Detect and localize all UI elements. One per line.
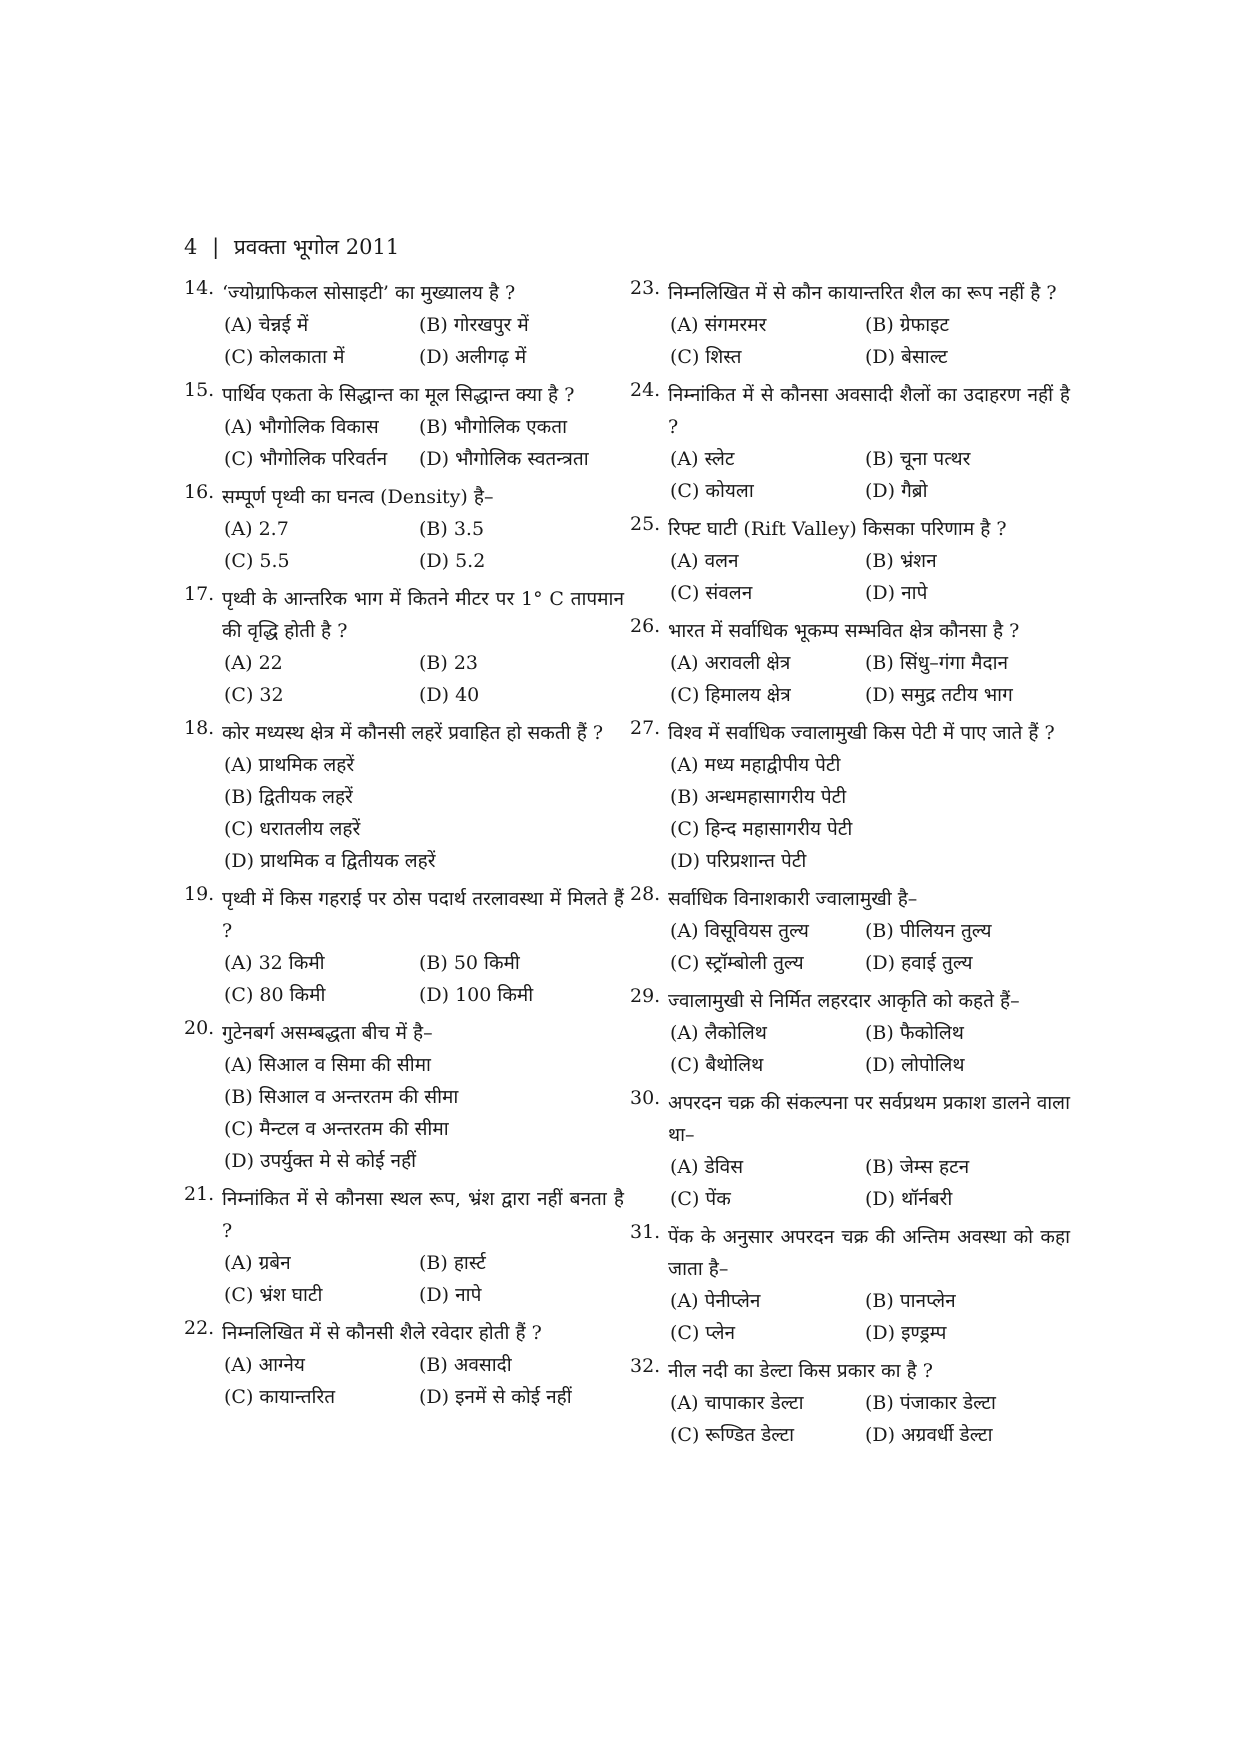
question-line bbox=[184, 583, 624, 647]
answer-option: (C) पेंक bbox=[670, 1188, 731, 1210]
options-block bbox=[184, 411, 624, 475]
question-line bbox=[184, 717, 624, 749]
answer-option: (B) पानप्लेन bbox=[865, 1290, 956, 1312]
question-line bbox=[184, 883, 624, 947]
question-line bbox=[184, 1017, 624, 1049]
answer-option: (B) अवसादी bbox=[419, 1354, 512, 1376]
options-row bbox=[670, 1387, 1070, 1419]
answer-option: (C) 5.5 bbox=[224, 550, 290, 572]
answer-option: (C) रूण्डित डेल्टा bbox=[670, 1424, 795, 1446]
answer-option: (D) अग्रवर्धी डेल्टा bbox=[865, 1424, 993, 1446]
answer-option: (C) कोलकाता में bbox=[224, 346, 345, 368]
answer-option: (B) चूना पत्थर bbox=[865, 448, 971, 470]
question-line bbox=[184, 1317, 624, 1349]
question-item bbox=[184, 1317, 624, 1413]
question-item bbox=[184, 583, 624, 711]
header-title: प्रवक्ता भूगोल 2011 bbox=[233, 235, 400, 259]
answer-option: (D) थॉर्नबरी bbox=[865, 1188, 953, 1210]
options-block bbox=[630, 443, 1070, 507]
answer-option: (C) शिस्त bbox=[670, 346, 742, 368]
question-line bbox=[630, 883, 1070, 915]
answer-option: (B) 50 किमी bbox=[419, 952, 520, 974]
answer-option: (A) 22 bbox=[224, 652, 283, 674]
answer-option: (C) हिन्द महासागरीय पेटी bbox=[670, 818, 853, 840]
answer-option: (D) परिप्रशान्त पेटी bbox=[670, 850, 807, 872]
answer-option: (A) डेविस bbox=[670, 1156, 744, 1178]
question-text: अपरदन चक्र की संकल्पना पर सर्वप्रथम प्रकाश डालने वाला था– bbox=[668, 1092, 1070, 1146]
answer-option: (C) संवलन bbox=[670, 582, 753, 604]
options-row bbox=[224, 679, 624, 711]
answer-option: (B) भौगोलिक एकता bbox=[419, 416, 568, 438]
question-number: 32. bbox=[630, 1355, 661, 1377]
question-text: निम्नलिखित में से कौनसी शैले रवेदार होती हैं ? bbox=[222, 1322, 542, 1344]
options-row bbox=[670, 1151, 1070, 1183]
answer-option: (A) संगमरमर bbox=[670, 314, 767, 336]
answer-option: (B) सिंधु–गंगा मैदान bbox=[865, 652, 1009, 674]
answer-option: (C) हिमालय क्षेत्र bbox=[670, 684, 791, 706]
options-row bbox=[670, 1049, 1070, 1081]
left-column bbox=[184, 277, 624, 1419]
options-row bbox=[670, 443, 1070, 475]
question-text: भारत में सर्वाधिक भूकम्प सम्भवित क्षेत्र कौनसा है ? bbox=[668, 620, 1020, 642]
options-row bbox=[670, 341, 1070, 373]
answer-option: (A) आग्नेय bbox=[224, 1354, 305, 1376]
question-item bbox=[184, 277, 624, 373]
question-number: 22. bbox=[184, 1317, 215, 1339]
options-row bbox=[670, 947, 1070, 979]
answer-option: (B) ग्रेफाइट bbox=[865, 314, 950, 336]
question-text: पार्थिव एकता के सिद्धान्त का मूल सिद्धान्त क्या है ? bbox=[222, 384, 575, 406]
answer-option: (B) भ्रंशन bbox=[865, 550, 937, 572]
question-item bbox=[630, 1355, 1070, 1451]
answer-option: (D) 5.2 bbox=[419, 550, 486, 572]
answer-option: (C) भौगोलिक परिवर्तन bbox=[224, 448, 388, 470]
question-line bbox=[184, 481, 624, 513]
answer-option: (B) जेम्स हटन bbox=[865, 1156, 970, 1178]
answer-option: (A) लैकोलिथ bbox=[670, 1022, 767, 1044]
answer-option: (C) प्लेन bbox=[670, 1322, 736, 1344]
question-number: 31. bbox=[630, 1221, 661, 1243]
options-block bbox=[630, 647, 1070, 711]
answer-option: (A) मध्य महाद्वीपीय पेटी bbox=[670, 754, 841, 776]
answer-option: (A) अरावली क्षेत्र bbox=[670, 652, 791, 674]
answer-option: (B) पंजाकार डेल्टा bbox=[865, 1392, 996, 1414]
question-number: 28. bbox=[630, 883, 661, 905]
answer-option: (D) हवाई तुल्य bbox=[865, 952, 973, 974]
answer-option: (A) भौगोलिक विकास bbox=[224, 416, 379, 438]
question-line bbox=[630, 513, 1070, 545]
question-text: निम्नांकित में से कौनसा अवसादी शैलों का उदाहरण नहीं है ? bbox=[668, 384, 1070, 438]
answer-option: (D) इण्ड्रम्प bbox=[865, 1322, 947, 1344]
question-text: ‘ज्योग्राफिकल सोसाइटी’ का मुख्यालय है ? bbox=[222, 282, 516, 304]
question-line bbox=[184, 1183, 624, 1247]
question-number: 18. bbox=[184, 717, 215, 739]
options-row bbox=[224, 443, 624, 475]
answer-option: (A) प्राथमिक लहरें bbox=[224, 754, 355, 776]
options-row bbox=[224, 979, 624, 1011]
question-item bbox=[630, 379, 1070, 507]
page-header bbox=[184, 233, 399, 261]
answer-option: (D) 40 bbox=[419, 684, 480, 706]
question-number: 29. bbox=[630, 985, 661, 1007]
answer-option: (C) भ्रंश घाटी bbox=[224, 1284, 323, 1306]
question-number: 21. bbox=[184, 1183, 215, 1205]
question-number: 19. bbox=[184, 883, 215, 905]
answer-option: (B) पीलियन तुल्य bbox=[865, 920, 992, 942]
answer-option: (B) सिआल व अन्तरतम की सीमा bbox=[224, 1086, 459, 1108]
answer-option: (B) 3.5 bbox=[419, 518, 485, 540]
options-row bbox=[670, 577, 1070, 609]
options-row bbox=[670, 679, 1070, 711]
answer-option: (D) भौगोलिक स्वतन्त्रता bbox=[419, 448, 589, 470]
question-item bbox=[184, 883, 624, 1011]
options-row bbox=[670, 475, 1070, 507]
question-item bbox=[184, 481, 624, 577]
question-item bbox=[630, 883, 1070, 979]
question-item bbox=[630, 615, 1070, 711]
question-text: पेंक के अनुसार अपरदन चक्र की अन्तिम अवस्था को कहा जाता है– bbox=[668, 1226, 1070, 1280]
answer-option: (A) 32 किमी bbox=[224, 952, 325, 974]
answer-option: (A) सिआल व सिमा की सीमा bbox=[224, 1054, 431, 1076]
answer-option: (A) पेनीप्लेन bbox=[670, 1290, 761, 1312]
answer-option: (C) धरातलीय लहरें bbox=[224, 818, 361, 840]
options-block bbox=[630, 1285, 1070, 1349]
question-text: नील नदी का डेल्टा किस प्रकार का है ? bbox=[668, 1360, 933, 1382]
answer-option: (B) अन्धमहासागरीय पेटी bbox=[670, 786, 847, 808]
question-line bbox=[630, 379, 1070, 443]
question-number: 27. bbox=[630, 717, 661, 739]
question-item bbox=[630, 985, 1070, 1081]
options-block bbox=[184, 513, 624, 577]
options-row bbox=[670, 545, 1070, 577]
question-item bbox=[184, 1017, 624, 1177]
question-line bbox=[630, 717, 1070, 749]
options-row bbox=[224, 1349, 624, 1381]
options-row bbox=[224, 411, 624, 443]
answer-option: (D) लोपोलिथ bbox=[865, 1054, 965, 1076]
question-item bbox=[630, 1221, 1070, 1349]
options-block bbox=[184, 1247, 624, 1311]
question-line bbox=[630, 1087, 1070, 1151]
options-block bbox=[630, 1151, 1070, 1215]
answer-option: (D) प्राथमिक व द्वितीयक लहरें bbox=[224, 850, 436, 872]
options-block bbox=[630, 309, 1070, 373]
question-text: पृथ्वी के आन्तरिक भाग में कितने मीटर पर 1° C तापमान की वृद्धि होती है ? bbox=[222, 588, 624, 642]
question-number: 20. bbox=[184, 1017, 215, 1039]
options-row bbox=[224, 309, 624, 341]
answer-option: (A) विसूवियस तुल्य bbox=[670, 920, 809, 942]
question-text: गुटेनबर्ग असम्बद्धता बीच में है– bbox=[222, 1022, 433, 1044]
answer-option: (B) फैकोलिथ bbox=[865, 1022, 964, 1044]
options-block bbox=[630, 915, 1070, 979]
question-text: निम्नांकित में से कौनसा स्थल रूप, भ्रंश द्वारा नहीं बनता है ? bbox=[222, 1188, 624, 1242]
options-block bbox=[630, 545, 1070, 609]
answer-option: (C) स्ट्रॉम्बोली तुल्य bbox=[670, 952, 804, 974]
options-row bbox=[224, 545, 624, 577]
question-line bbox=[184, 379, 624, 411]
answer-option: (D) नापे bbox=[419, 1284, 482, 1306]
answer-option: (A) चापाकार डेल्टा bbox=[670, 1392, 804, 1414]
options-block bbox=[184, 1049, 624, 1177]
question-item bbox=[630, 277, 1070, 373]
question-number: 24. bbox=[630, 379, 661, 401]
options-row bbox=[670, 1317, 1070, 1349]
options-row bbox=[670, 1017, 1070, 1049]
options-block bbox=[184, 947, 624, 1011]
options-row bbox=[224, 947, 624, 979]
options-block bbox=[630, 749, 1070, 877]
answer-option: (D) इनमें से कोई नहीं bbox=[419, 1386, 572, 1408]
answer-option: (C) मैन्टल व अन्तरतम की सीमा bbox=[224, 1118, 449, 1140]
answer-option: (A) वलन bbox=[670, 550, 739, 572]
question-item bbox=[630, 717, 1070, 877]
answer-option: (D) 100 किमी bbox=[419, 984, 534, 1006]
answer-option: (A) 2.7 bbox=[224, 518, 289, 540]
question-number: 30. bbox=[630, 1087, 661, 1109]
options-row bbox=[670, 309, 1070, 341]
answer-option: (A) चेन्नई में bbox=[224, 314, 309, 336]
question-item bbox=[184, 717, 624, 877]
options-row bbox=[670, 1183, 1070, 1215]
question-text: रिफ्ट घाटी (Rift Valley) किसका परिणाम है ? bbox=[668, 518, 1007, 540]
question-text: पृथ्वी में किस गहराई पर ठोस पदार्थ तरलावस्था में मिलते हैं ? bbox=[222, 888, 624, 942]
options-block bbox=[184, 647, 624, 711]
answer-option: (D) बेसाल्ट bbox=[865, 346, 948, 368]
answer-option: (B) गोरखपुर में bbox=[419, 314, 529, 336]
question-text: सम्पूर्ण पृथ्वी का घनत्व (Density) है– bbox=[222, 486, 494, 508]
question-number: 17. bbox=[184, 583, 215, 605]
answer-option: (A) ग्रबेन bbox=[224, 1252, 291, 1274]
answer-option: (C) बैथोलिथ bbox=[670, 1054, 764, 1076]
page-number: 4 bbox=[184, 235, 198, 259]
header-separator: | bbox=[212, 235, 220, 259]
options-block bbox=[630, 1017, 1070, 1081]
answer-option: (D) उपर्युक्त मे से कोई नहीं bbox=[224, 1150, 417, 1172]
question-number: 26. bbox=[630, 615, 661, 637]
options-row bbox=[224, 1381, 624, 1413]
question-line bbox=[630, 985, 1070, 1017]
answer-option: (C) कायान्तरित bbox=[224, 1386, 336, 1408]
question-item bbox=[630, 1087, 1070, 1215]
options-row bbox=[224, 513, 624, 545]
question-line bbox=[184, 277, 624, 309]
answer-option: (D) गैब्रो bbox=[865, 480, 928, 502]
question-number: 23. bbox=[630, 277, 661, 299]
answer-option: (D) अलीगढ़ में bbox=[419, 346, 527, 368]
answer-option: (C) 32 bbox=[224, 684, 284, 706]
question-line bbox=[630, 1355, 1070, 1387]
answer-option: (D) समुद्र तटीय भाग bbox=[865, 684, 1013, 706]
question-text: विश्व में सर्वाधिक ज्वालामुखी किस पेटी में पाए जाते हैं ? bbox=[668, 722, 1055, 744]
question-number: 14. bbox=[184, 277, 215, 299]
question-item bbox=[184, 1183, 624, 1311]
answer-option: (C) 80 किमी bbox=[224, 984, 326, 1006]
options-row bbox=[224, 1247, 624, 1279]
options-row bbox=[670, 1285, 1070, 1317]
answer-option: (C) कोयला bbox=[670, 480, 754, 502]
question-number: 16. bbox=[184, 481, 215, 503]
question-text: सर्वाधिक विनाशकारी ज्वालामुखी है– bbox=[668, 888, 918, 910]
answer-option: (A) स्लेट bbox=[670, 448, 735, 470]
answer-option: (B) द्वितीयक लहरें bbox=[224, 786, 353, 808]
options-row bbox=[224, 1279, 624, 1311]
answer-option: (B) 23 bbox=[419, 652, 479, 674]
question-text: ज्वालामुखी से निर्मित लहरदार आकृति को कहते हैं– bbox=[668, 990, 1020, 1012]
question-text: निम्नलिखित में से कौन कायान्तरित शैल का रूप नहीं है ? bbox=[668, 282, 1057, 304]
right-column bbox=[630, 277, 1070, 1457]
answer-option: (B) हार्स्ट bbox=[419, 1252, 486, 1274]
options-block bbox=[630, 1387, 1070, 1451]
options-block bbox=[184, 749, 624, 877]
question-number: 15. bbox=[184, 379, 215, 401]
options-row bbox=[670, 647, 1070, 679]
options-row bbox=[224, 647, 624, 679]
question-line bbox=[630, 1221, 1070, 1285]
question-text: कोर मध्यस्थ क्षेत्र में कौनसी लहरें प्रवाहित हो सकती हैं ? bbox=[222, 722, 604, 744]
question-line bbox=[630, 277, 1070, 309]
options-row bbox=[670, 915, 1070, 947]
question-item bbox=[184, 379, 624, 475]
options-row bbox=[224, 341, 624, 373]
options-block bbox=[184, 1349, 624, 1413]
options-row bbox=[670, 1419, 1070, 1451]
question-line bbox=[630, 615, 1070, 647]
question-item bbox=[630, 513, 1070, 609]
answer-option: (D) नापे bbox=[865, 582, 928, 604]
question-number: 25. bbox=[630, 513, 661, 535]
options-block bbox=[184, 309, 624, 373]
